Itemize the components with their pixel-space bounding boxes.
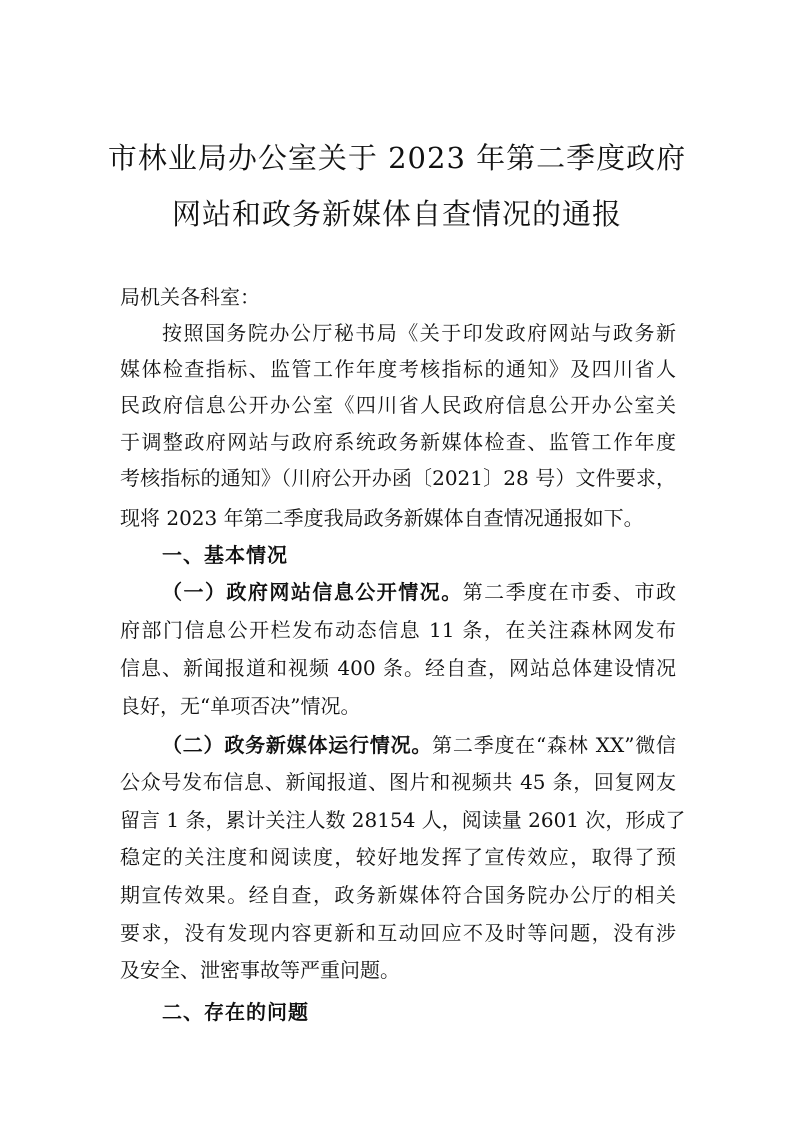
sub1-first-line	[162, 580, 676, 604]
sub1-line: 良好，无“单项否决”情况。	[120, 694, 361, 718]
sub2-heading: （二）政务新媒体运行情况。	[162, 733, 433, 757]
intro-line: 于调整政府网站与政府系统政务新媒体检查、监管工作年度	[120, 430, 676, 454]
sub1-heading: （一）政府网站信息公开情况。	[162, 580, 463, 604]
intro-line: 民政府信息公开办公室《四川省人民政府信息公开办公室关	[120, 393, 676, 417]
sub2-line: 稳定的关注度和阅读度，较好地发挥了宣传效应，取得了预	[120, 845, 676, 869]
document-title-line-1: 市林业局办公室关于 2023 年第二季度政府	[107, 141, 687, 175]
salutation: 局机关各科室：	[120, 285, 260, 309]
sub2-line: 要求，没有发现内容更新和互动回应不及时等问题，没有涉	[120, 921, 676, 945]
intro-line: 考核指标的通知》（川府公开办函〔2021〕28 号）文件要求，	[120, 466, 676, 490]
section-heading-problems: 二、存在的问题	[162, 1000, 309, 1024]
sub1-line: 信息、新闻报道和视频 400 条。经自查，网站总体建设情况	[120, 656, 676, 680]
sub1-text: 第二季度在市委、市政	[462, 580, 677, 604]
sub2-line: 及安全、泄密事故等严重问题。	[120, 958, 400, 982]
intro-line: 媒体检查指标、监管工作年度考核指标的通知》及四川省人	[120, 357, 676, 381]
sub2-line: 留言 1 条，累计关注人数 28154 人，阅读量 2601 次，形成了	[120, 808, 686, 832]
section-heading-basic: 一、基本情况	[162, 543, 288, 567]
sub2-first-line	[162, 733, 676, 757]
intro-line: 按照国务院办公厅秘书局《关于印发政府网站与政务新	[162, 321, 676, 345]
sub2-text: 第二季度在“森林 XX”微信	[432, 733, 676, 757]
sub2-line: 期宣传效果。经自查，政务新媒体符合国务院办公厅的相关	[120, 883, 676, 907]
sub2-line: 公众号发布信息、新闻报道、图片和视频共 45 条，回复网友	[120, 770, 676, 794]
sub1-line: 府部门信息公开栏发布动态信息 11 条，在关注森林网发布	[120, 618, 676, 642]
intro-line: 现将 2023 年第二季度我局政务新媒体自查情况通报如下。	[120, 506, 644, 530]
document-title-line-2: 网站和政务新媒体自查情况的通报	[171, 197, 622, 231]
